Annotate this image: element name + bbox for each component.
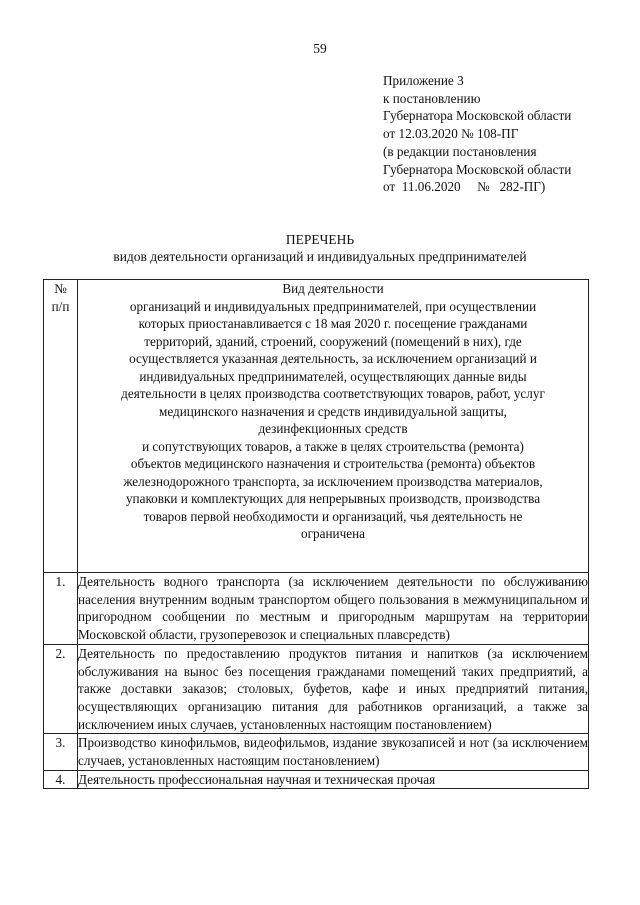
appendix-line: от 11.06.2020 № 282-ПГ) (383, 179, 546, 195)
header-desc-line: ограничена (301, 526, 365, 541)
appendix-line: Губернатора Московской области (383, 161, 572, 177)
header-desc-line: медицинского назначения и средств индивидуальной защиты, (159, 403, 507, 419)
table-header-row (44, 280, 589, 573)
table-row (44, 734, 589, 770)
appendix-line: от 12.03.2020 № 108-ПГ (383, 126, 519, 142)
page-number: 59 (313, 41, 327, 56)
header-desc-line: объектов медицинского назначения и строительства (ремонта) объектов (130, 456, 536, 471)
header-desc-line: товаров первой необходимости и организаций, чья деятельность не (143, 508, 523, 524)
document-title: ПЕРЕЧЕНЬ (285, 232, 355, 247)
appendix-line: Приложение 3 (383, 73, 464, 88)
activities-table (43, 279, 589, 789)
appendix-block (383, 72, 633, 196)
table-row (44, 770, 589, 789)
header-desc-line: и сопутствующих товаров, а также в целях строительства (ремонта) (142, 438, 524, 454)
header-desc-line: организаций и индивидуальных предпринимателей, при осуществлении (129, 298, 537, 314)
document-heading (0, 231, 640, 265)
row-number: 1. (44, 573, 78, 645)
row-activity-text: Деятельность водного транспорта (за исключением деятельности по обслуживанию населения внутренним водным транспортом общего пользования в межмуниципальном и пригородном сообщении по местным и пригородным маршрутам на территории Московской области, грузоперевозок и специальных плавсредств) (78, 573, 589, 645)
header-number-cell (44, 280, 78, 573)
row-number: 4. (44, 770, 78, 789)
table-row (44, 644, 589, 734)
header-desc-line: Вид деятельности (282, 281, 384, 296)
appendix-line: к постановлению (383, 90, 481, 106)
appendix-line: (в редакции постановления (383, 143, 537, 159)
header-desc-line: упаковки и комплектующих для непрерывных производств, производства (125, 491, 541, 506)
row-number: 3. (44, 734, 78, 770)
row-activity-text: Деятельность по предоставлению продуктов питания и напитков (за исключением обслуживания на вынос без посещения гражданами помещений таких предприятий, а также доставки заказов; столовых, буфетов, кафе и иных предприятий питания, осуществляющих организацию питания для работников организаций, а также за исключением иных случаев, установленных настоящим постановлением) (78, 644, 589, 734)
header-number-symbol: № (54, 281, 67, 296)
header-desc-line: дезинфекционных средств (258, 421, 408, 436)
header-desc-line: железнодорожного транспорта, за исключением производства материалов, (123, 473, 543, 489)
header-desc-line: осуществляется указанная деятельность, за исключением организаций и (129, 351, 537, 366)
row-activity-text: Производство кинофильмов, видеофильмов, издание звукозаписей и нот (за исключением случаев, установленных настоящим постановлением) (78, 734, 589, 770)
header-description-cell (78, 280, 589, 573)
header-desc-line: которых приостанавливается с 18 мая 2020 г. посещение гражданами (138, 316, 528, 331)
row-number: 2. (44, 644, 78, 734)
header-number-abbr: п/п (51, 298, 70, 314)
document-subtitle: видов деятельности организаций и индивидуальных предпринимателей (113, 249, 527, 264)
table-row (44, 573, 589, 645)
header-desc-line: деятельности в целях производства соответствующих товаров, работ, услуг (121, 386, 545, 401)
appendix-line: Губернатора Московской области (383, 108, 572, 124)
header-desc-line: индивидуальных предпринимателей, осуществляющих данные виды (139, 368, 527, 384)
header-desc-line: территорий, зданий, строений, сооружений (помещений в них), где (144, 333, 522, 349)
row-activity-text: Деятельность профессиональная научная и техническая прочая (78, 770, 589, 789)
